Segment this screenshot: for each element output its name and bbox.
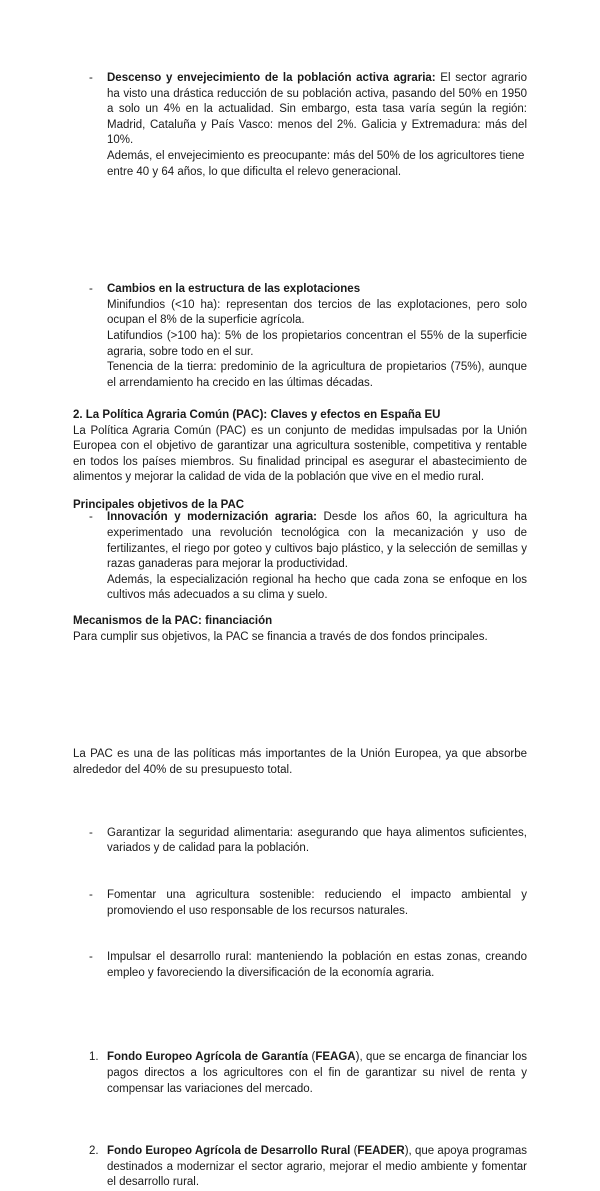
objective-item xyxy=(89,826,527,857)
bullet-population-extra: Además, el envejecimiento es preocupante: más del 50% de los agricultores tiene entre 40 y 64 años, lo que dificulta el relevo generacional. xyxy=(107,149,525,178)
fund-acronym: FEAGA xyxy=(315,1051,356,1064)
fund-number: 1. xyxy=(89,1051,99,1064)
objective-item xyxy=(89,950,527,981)
bullet-innovation-body: Desde los años 60, la agricultura ha experimentado una revolución tecnológica con la mecanización y uso de fertilizantes, el riego por goteo y cultivos bajo plástico, y la selección de semillas y razas ganaderas para mejorar la productividad. xyxy=(107,511,527,571)
fund-number: 2. xyxy=(89,1145,99,1158)
fund-item-feaga xyxy=(89,1050,527,1097)
bullet-dash: - xyxy=(89,511,93,524)
bullet-dash: - xyxy=(89,889,93,902)
bullet-dash: - xyxy=(89,72,93,84)
bullet-population-body: El sector agrario ha visto una drástica reducción de su población activa, pasando del 50% en 1950 a solo un 4% en la actualidad. Sin embargo, esta tasa varía según la región: Madrid, Cataluña y País Vasco: menos del 2%. Galicia y Extremadura: más del 10%. xyxy=(107,72,527,147)
fund-name: Fondo Europeo Agrícola de Desarrollo Rural xyxy=(107,1145,351,1158)
fund-name: Fondo Europeo Agrícola de Garantía xyxy=(107,1051,309,1064)
fund-item-feader xyxy=(89,1144,527,1191)
objectives-block xyxy=(73,498,527,514)
bullet-innovation-extra: Además, la especialización regional ha hecho que cada zona se enfoque en los cultivos más adecuados a su clima y suelo. xyxy=(107,573,527,602)
conclusion-text: La PAC es una de las políticas más importantes de la Unión Europea, ya que absorbe alrededor del 40% de su presupuesto total. xyxy=(73,748,527,776)
bullet-dash: - xyxy=(89,283,93,296)
conclusion-block xyxy=(73,747,527,778)
fund-description: ), que apoya programas destinados a modernizar el sector agrario, mejorar el medio ambiente y fomentar el desarrollo rural. xyxy=(107,1145,527,1189)
bullet-structure xyxy=(89,282,527,391)
objectives-heading: Principales objetivos de la PAC xyxy=(73,499,245,511)
objective-text: Impulsar el desarrollo rural: manteniendo la población en estas zonas, creando empleo y favoreciendo la diversificación de la economía agraria. xyxy=(107,951,527,979)
bullet-innovation-text xyxy=(107,510,527,572)
section-pac xyxy=(73,408,527,486)
bullet-innovation xyxy=(89,510,527,604)
bullet-population xyxy=(89,71,527,180)
bullet-dash: - xyxy=(89,826,93,839)
bullet-population-text xyxy=(107,71,527,149)
mechanisms-block xyxy=(73,614,527,645)
fund-acronym: FEADER xyxy=(357,1145,405,1158)
objective-item xyxy=(89,888,527,919)
mechanisms-intro: Para cumplir sus objetivos, la PAC se financia a través de dos fondos principales. xyxy=(73,630,488,643)
bullet-innovation-title: Innovación y modernización agraria: xyxy=(107,511,318,524)
section-heading: 2. La Política Agraria Común (PAC): Claves y efectos en España EU xyxy=(73,409,441,421)
tenencia-line: Tenencia de la tierra: predominio de la agricultura de propietarios (75%), aunque el arrendamiento ha crecido en las últimas décadas. xyxy=(107,361,527,389)
objective-text: Garantizar la seguridad alimentaria: asegurando que haya alimentos suficientes, variados y de calidad para la población. xyxy=(107,826,527,855)
bullet-dash: - xyxy=(89,951,93,964)
bullet-structure-title: Cambios en la estructura de las explotaciones xyxy=(107,283,361,296)
latifundios-line: Latifundios (>100 ha): 5% de los propietarios concentran el 55% de la superficie agraria, sobre todo en el sur. xyxy=(107,329,527,358)
section-intro: La Política Agraria Común (PAC) es un conjunto de medidas impulsadas por la Unión Europea con el objetivo de garantizar una agricultura sostenible, competitiva y rentable en todos los países miembros. Su finalidad principal es asegurar el abastecimiento de alimentos y mejorar la calidad de vida de la población que vive en el medio rural. xyxy=(73,424,527,484)
objective-text: Fomentar una agricultura sostenible: reduciendo el impacto ambiental y promoviendo el uso responsable de los recursos naturales. xyxy=(107,889,527,917)
fund-text: Fondo Europeo Agrícola de Garantía (FEAGA), que se encarga de financiar los pagos directos a los agricultores con el fin de garantizar su nivel de renta y compensar las variaciones del mercado. xyxy=(107,1051,527,1095)
fund-description: ), que se encarga de financiar los pagos directos a los agricultores con el fin de garantizar su nivel de renta y compensar las variaciones del mercado. xyxy=(107,1051,527,1095)
fund-text: Fondo Europeo Agrícola de Desarrollo Rural (FEADER), que apoya programas destinados a modernizar el sector agrario, mejorar el medio ambiente y fomentar el desarrollo rural. xyxy=(107,1145,527,1189)
mechanisms-heading: Mecanismos de la PAC: financiación xyxy=(73,615,273,627)
minifundios-line: Minifundios (<10 ha): representan dos tercios de las explotaciones, pero solo ocupan el 8% de la superficie agrícola. xyxy=(107,298,527,327)
bullet-population-title: Descenso y envejecimiento de la población activa agraria: xyxy=(107,72,436,84)
